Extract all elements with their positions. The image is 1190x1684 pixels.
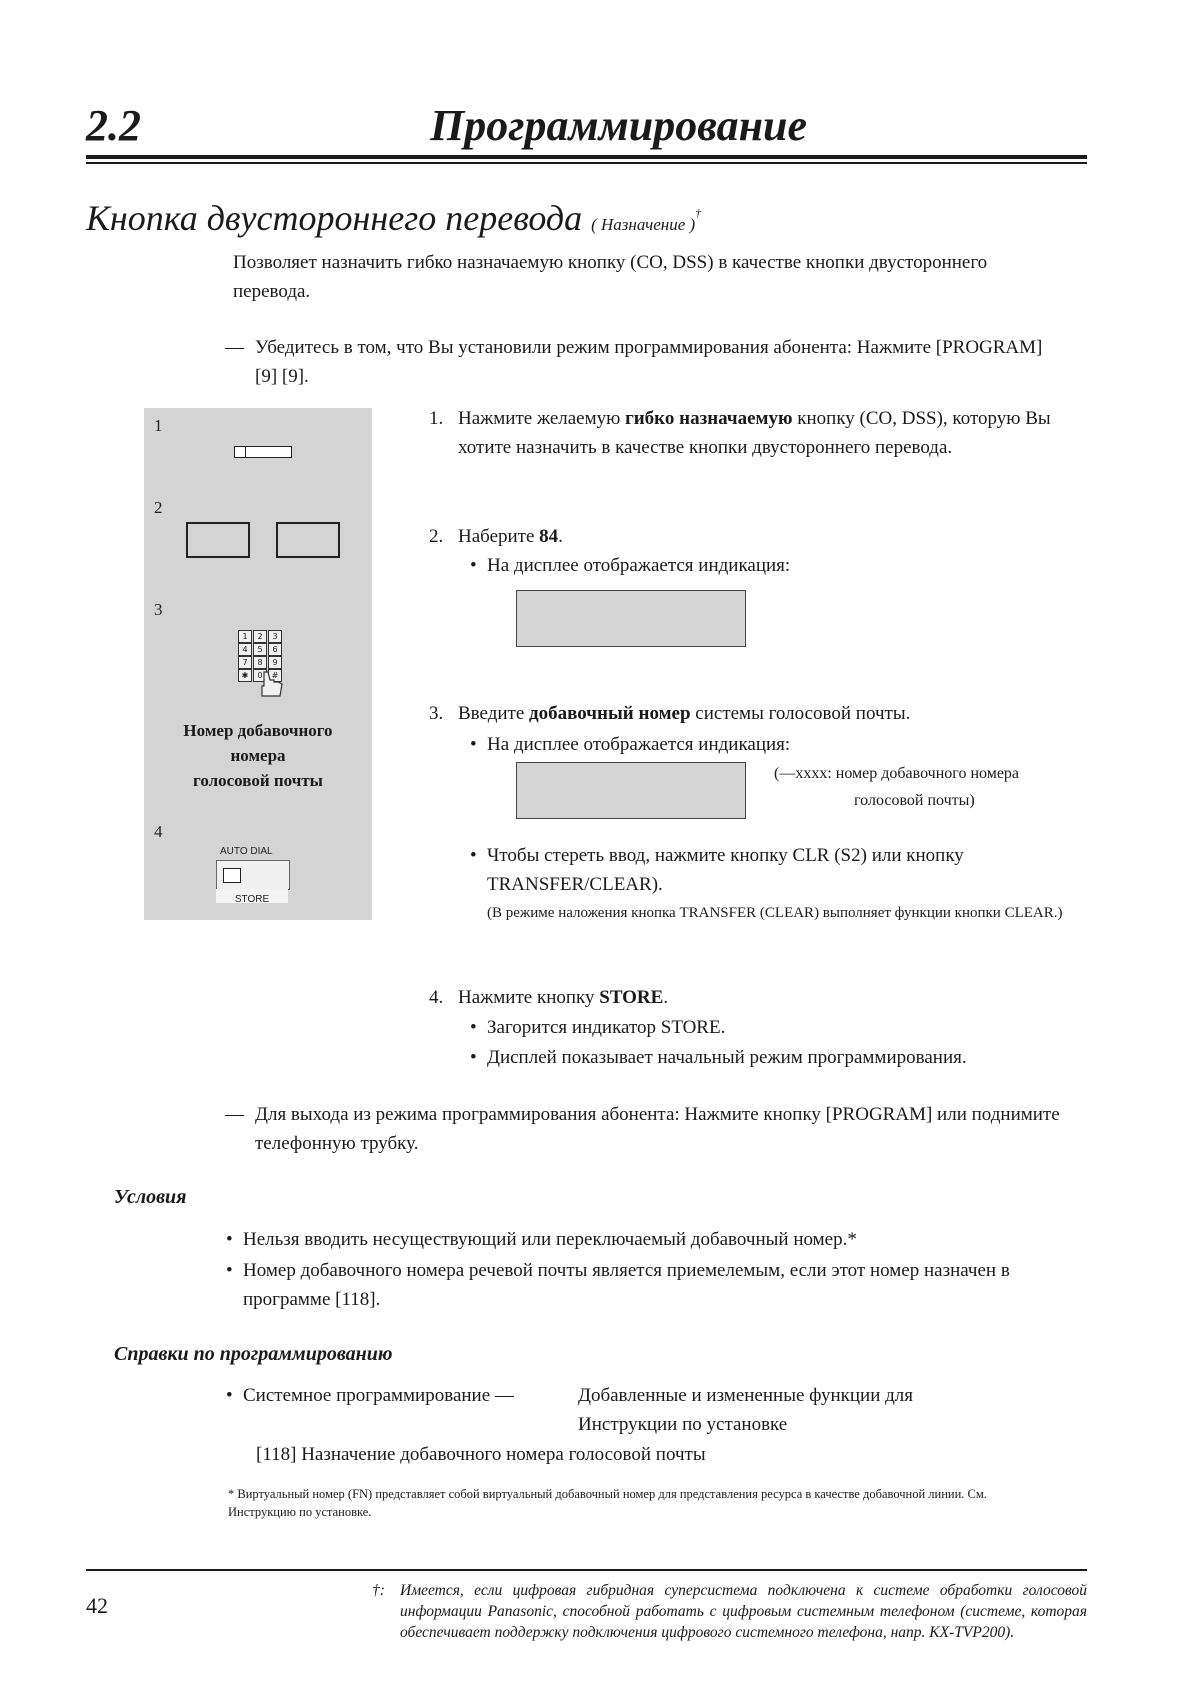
footnote: * Виртуальный номер (FN) представляет собой виртуальный добавочный номер для представления ресурса в качестве добавочной линии. См. Инструкцию по установке. xyxy=(228,1487,987,1519)
extension-label-line: Номер добавочного xyxy=(183,721,333,740)
step-2-bullet xyxy=(470,551,1070,580)
conditions-heading: Условия xyxy=(114,1186,187,1208)
panel-step-4: 4 xyxy=(154,822,163,841)
flexible-button-icon xyxy=(234,446,292,458)
display-panel-1 xyxy=(516,590,746,647)
panel-step-1: 1 xyxy=(154,416,163,435)
keypad-key: 0 xyxy=(253,669,267,682)
bullet-text: Номер добавочного номера речевой почты является приемелемым, если этот номер назначен в программе [118]. xyxy=(243,1260,1010,1310)
step-2 xyxy=(429,522,1069,551)
condition-item xyxy=(226,1225,1071,1254)
step-4-bullet-2 xyxy=(470,1043,1070,1072)
dagger-text: Имеется, если цифровая гибридная суперсистема подключена к системе обработки голосовой информации Panasonic, способной работать с цифровым системным телефоном (системе, которая обеспечивает поддержку подключения цифрового системного телефона, напр. KX-TVP200). xyxy=(400,1582,1087,1641)
pre-note-dash: — xyxy=(225,337,244,358)
reference-right-1: Добавленные и измененные функции для xyxy=(578,1385,914,1406)
digit-box-2 xyxy=(276,522,340,558)
bullet-dot: • xyxy=(470,845,477,866)
bullet-dot: • xyxy=(470,1017,477,1038)
keypad-key: 8 xyxy=(253,656,267,669)
feature-subtitle: ( Назначение ) xyxy=(591,215,696,234)
keypad-key: 5 xyxy=(253,643,267,656)
step-number: 3. xyxy=(429,703,444,724)
bullet-text: На дисплее отображается индикация: xyxy=(487,734,791,755)
header-rule-thin xyxy=(86,162,1087,164)
references-heading: Справки по программированию xyxy=(114,1343,393,1365)
step-bold: гибко назначаемую xyxy=(625,408,793,429)
step-text: Наберите xyxy=(458,526,540,547)
condition-item xyxy=(226,1256,1071,1314)
step-3-bullet-clear xyxy=(470,841,1065,899)
step-number: 1. xyxy=(429,408,444,429)
extension-label xyxy=(144,718,372,793)
step-4-bullet-1 xyxy=(470,1013,1070,1042)
bullet-dot: • xyxy=(226,1229,233,1250)
bullet-dot: • xyxy=(470,555,477,576)
pre-note xyxy=(225,333,1065,391)
reference-program: [118] Назначение добавочного номера голосовой почты xyxy=(256,1444,706,1465)
keypad-key: 1 xyxy=(238,630,252,643)
reference-item xyxy=(226,1381,586,1410)
keypad-key: 9 xyxy=(268,656,282,669)
keypad-icon xyxy=(238,630,284,688)
page-number: 42 xyxy=(86,1593,108,1618)
step-1 xyxy=(429,404,1069,462)
store-button-icon xyxy=(216,860,290,890)
bullet-text: Дисплей показывает начальный режим программирования. xyxy=(487,1047,967,1068)
store-button-lamp xyxy=(223,868,241,883)
store-label-bar xyxy=(216,889,288,903)
bullet-dot: • xyxy=(470,1047,477,1068)
keypad-key: 2 xyxy=(253,630,267,643)
store-label: STORE xyxy=(234,894,270,905)
finger-icon xyxy=(258,670,288,700)
section-title: Программирование xyxy=(430,101,808,150)
bullet-dot: • xyxy=(226,1385,233,1406)
footer-rule xyxy=(86,1569,1087,1571)
step-number: 2. xyxy=(429,526,444,547)
digit-box-1 xyxy=(186,522,250,558)
dagger-note xyxy=(372,1580,1087,1643)
display-panel-2 xyxy=(516,762,746,819)
step-bold: STORE xyxy=(599,987,664,1008)
step-text: Нажмите кнопку xyxy=(458,987,600,1008)
feature-title xyxy=(86,197,701,239)
bullet-dot: • xyxy=(470,734,477,755)
panel-step-3: 3 xyxy=(154,600,163,619)
step-bold: 84 xyxy=(539,526,559,547)
step-3-bullet xyxy=(470,730,1070,759)
keypad-key: 7 xyxy=(238,656,252,669)
extension-label-line: номера xyxy=(230,746,286,765)
bullet-text: Чтобы стереть ввод, нажмите кнопку CLR (S2) или кнопку TRANSFER/CLEAR). xyxy=(487,845,964,895)
display-note-2: голосовой почты) xyxy=(854,792,975,809)
feature-title-text: Кнопка двустороннего перевода xyxy=(86,198,583,238)
step-text: Нажмите желаемую xyxy=(458,408,626,429)
keypad-key: 4 xyxy=(238,643,252,656)
keypad-key: 6 xyxy=(268,643,282,656)
step-4 xyxy=(429,983,1069,1012)
bullet-dot: • xyxy=(226,1260,233,1281)
feature-marker: † xyxy=(695,206,702,220)
reference-right-2: Инструкции по установке xyxy=(578,1414,788,1435)
keypad-key: # xyxy=(268,669,282,682)
auto-dial-label: AUTO DIAL xyxy=(220,846,273,857)
post-note-dash: — xyxy=(225,1104,244,1125)
display-note-1: (—xxxx: номер добавочного номера xyxy=(774,765,1020,782)
pre-note-text: Убедитесь в том, что Вы установили режим программирования абонента: Нажмите [PROGRAM] [9] [9]. xyxy=(255,337,1043,387)
step-bold: добавочный номер xyxy=(529,703,691,724)
keypad-key: ✱ xyxy=(238,669,252,682)
post-note xyxy=(225,1100,1065,1158)
step-text: . xyxy=(663,987,669,1008)
post-note-text: Для выхода из режима программирования абонента: Нажмите кнопку [PROGRAM] или поднимите телефонную трубку. xyxy=(255,1104,1060,1154)
extension-label-line: голосовой почты xyxy=(193,771,323,790)
step-text: . xyxy=(558,526,563,547)
bullet-text: Нельзя вводить несуществующий или переключаемый добавочный номер.* xyxy=(243,1229,857,1250)
header-rule xyxy=(86,155,1087,159)
button-lamp xyxy=(235,447,246,457)
panel-step-2: 2 xyxy=(154,498,163,517)
section-number: 2.2 xyxy=(86,101,141,150)
step-3 xyxy=(429,699,1069,728)
step-text: Введите xyxy=(458,703,530,724)
step-number: 4. xyxy=(429,987,444,1008)
illustration-panel xyxy=(144,408,372,920)
feature-intro: Позволяет назначить гибко назначаемую кнопку (CO, DSS) в качестве кнопки двустороннего перевода. xyxy=(233,252,988,302)
reference-left: Системное программирование — xyxy=(243,1385,514,1406)
dagger-mark: †: xyxy=(372,1582,385,1599)
bullet-text: Загорится индикатор STORE. xyxy=(487,1017,726,1038)
step-text: системы голосовой почты. xyxy=(690,703,911,724)
step-text: кнопку (CO, DSS), которую Вы хотите назначить в качестве кнопки двустороннего перевода. xyxy=(458,408,1051,458)
bullet-text: На дисплее отображается индикация: xyxy=(487,555,791,576)
step-3-note: (В режиме наложения кнопка TRANSFER (CLEAR) выполняет функции кнопки CLEAR.) xyxy=(487,905,1063,921)
keypad-key: 3 xyxy=(268,630,282,643)
